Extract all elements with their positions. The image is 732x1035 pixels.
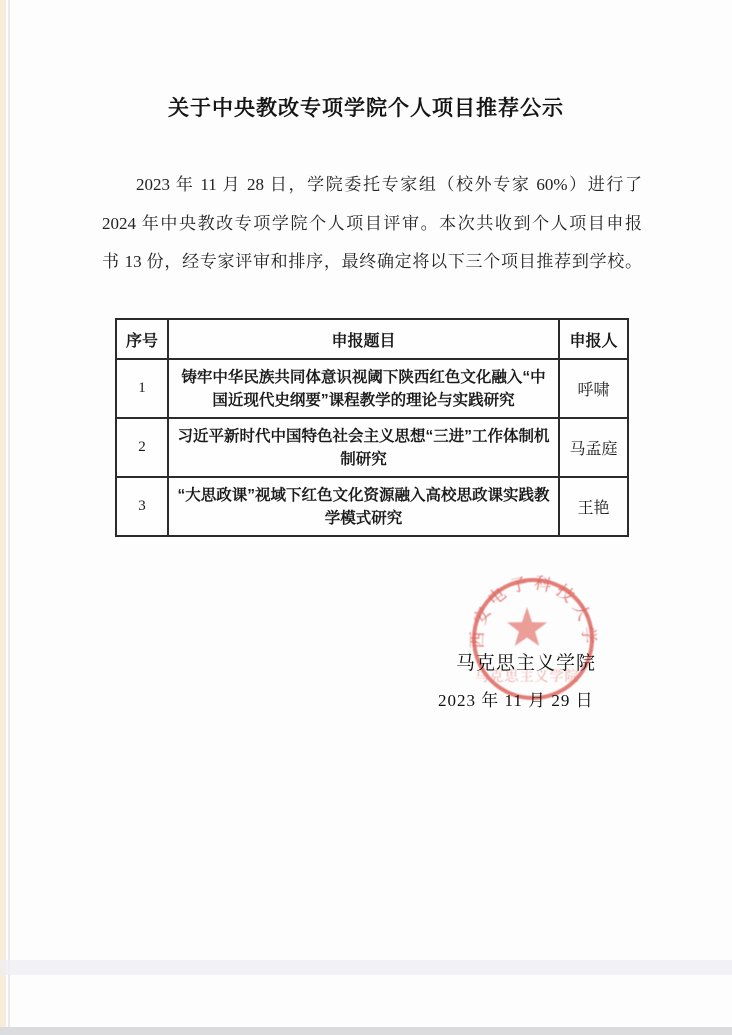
intro-line: 2023 年 11 月 28 日，学院委托专家组（校外专家 60%）进行了 (136, 175, 642, 194)
intro-paragraph (102, 166, 642, 282)
seal-inner-text: 马克思主义学院 (474, 670, 580, 685)
scan-edge-line (8, 0, 10, 1035)
intro-line: 书 13 份，经专家评审和排序，最终确定将以下三个项目推荐到学校。 (102, 252, 642, 271)
intro-line: 2024 年中央教改专项学院个人项目评审。本次共收到个人项目申报 (102, 213, 642, 233)
page-title: 关于中央教改专项学院个人项目推荐公示 (168, 97, 564, 120)
cell-applicant: 呼啸 (559, 359, 628, 418)
signature-date: 2023 年 11 月 29 日 (438, 691, 594, 710)
cell-applicant: 王艳 (559, 477, 628, 536)
cell-applicant: 马孟庭 (559, 418, 628, 477)
table-row (116, 418, 628, 477)
recommendation-table (115, 318, 629, 537)
scan-shadow-band (0, 960, 732, 975)
cell-title: 习近平新时代中国特色社会主义思想“三进”工作体制机制研究 (168, 418, 559, 477)
seal-arc-text: 西安电子科技大学 (467, 573, 599, 649)
header-applicant: 申报人 (559, 319, 628, 359)
scan-edge-bottom (0, 1027, 732, 1035)
table-row (116, 359, 628, 418)
star-icon (507, 607, 547, 646)
scan-edge-left (0, 0, 6, 1035)
cell-title: “大思政课”视域下红色文化资源融入高校思政课实践教学模式研究 (168, 477, 559, 536)
cell-no: 1 (116, 359, 168, 418)
header-no: 序号 (116, 319, 168, 359)
signature-org: 马克思主义学院 (456, 653, 597, 674)
table-row (116, 477, 628, 536)
cell-no: 2 (116, 418, 168, 477)
cell-no: 3 (116, 477, 168, 536)
header-title: 申报题目 (168, 319, 559, 359)
table-header-row (116, 319, 628, 359)
cell-title: 铸牢中华民族共同体意识视阈下陕西红色文化融入“中国近现代史纲要”课程教学的理论与实践研究 (168, 359, 559, 418)
